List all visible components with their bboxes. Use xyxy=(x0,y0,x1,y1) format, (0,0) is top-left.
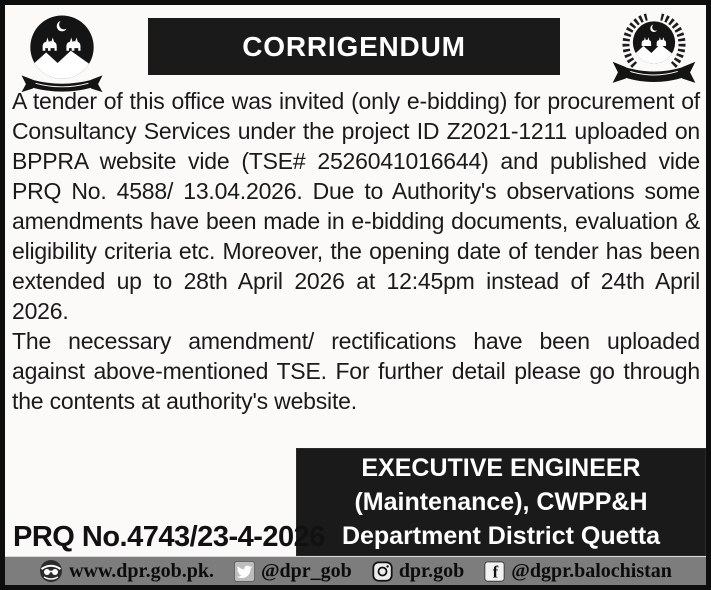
signatory-department: (Maintenance), CWPP&H xyxy=(354,488,648,516)
prq-reference-number: PRQ No.4743/23-4-2026 xyxy=(13,521,325,553)
globe-icon xyxy=(39,559,63,583)
svg-text:f: f xyxy=(492,562,499,582)
balochistan-crest-right-logo xyxy=(602,9,706,97)
body-line: extended up to 28th April 2026 at 12:45pm instead of 24th April 2026. xyxy=(12,268,700,324)
body-line: BPPRA website vide (TSE# 2526041016644) and published vide xyxy=(12,148,700,174)
body-line: Consultancy Services under the project ID Z2021-1211 uploaded on xyxy=(12,118,700,144)
signatory-district: Department District Quetta xyxy=(341,522,661,550)
page-title: CORRIGENDUM xyxy=(242,30,466,62)
footer-contact-bar xyxy=(5,556,706,585)
body-line: eligibility criteria etc. Moreover, the opening date of tender has been xyxy=(12,238,700,264)
footer-twitter-label: @dpr_gob xyxy=(260,559,352,582)
footer-instagram-label: dpr.gob xyxy=(398,559,465,582)
body-line: A tender of this office was invited (only e-bidding) for procurement of xyxy=(12,88,700,114)
notice-body xyxy=(12,86,700,416)
signature-block xyxy=(296,448,706,556)
facebook-icon xyxy=(484,561,505,582)
footer-website-label: www.dpr.gob.pk. xyxy=(69,559,214,582)
body-line: PRQ No. 4588/ 13.04.2026. Due to Authority's observations some xyxy=(12,178,700,204)
twitter-icon xyxy=(234,561,255,582)
instagram-icon xyxy=(372,561,393,582)
signatory-title: EXECUTIVE ENGINEER xyxy=(361,454,641,482)
balochistan-wreath-crest-icon xyxy=(602,9,706,97)
footer-instagram xyxy=(372,560,464,583)
footer-facebook-label: @dgpr.balochistan xyxy=(511,559,672,582)
body-line: against above-mentioned TSE. For further detail please go through xyxy=(12,358,700,384)
footer-twitter xyxy=(234,560,352,583)
body-line: the contents at authority's website. xyxy=(12,388,357,414)
body-line: amendments have been made in e-bidding documents, evaluation & xyxy=(12,208,700,234)
corrigendum-banner xyxy=(148,18,560,75)
footer-facebook xyxy=(484,560,672,583)
footer-website xyxy=(39,559,214,583)
body-line: The necessary amendment/ rectifications have been uploaded xyxy=(12,328,700,354)
